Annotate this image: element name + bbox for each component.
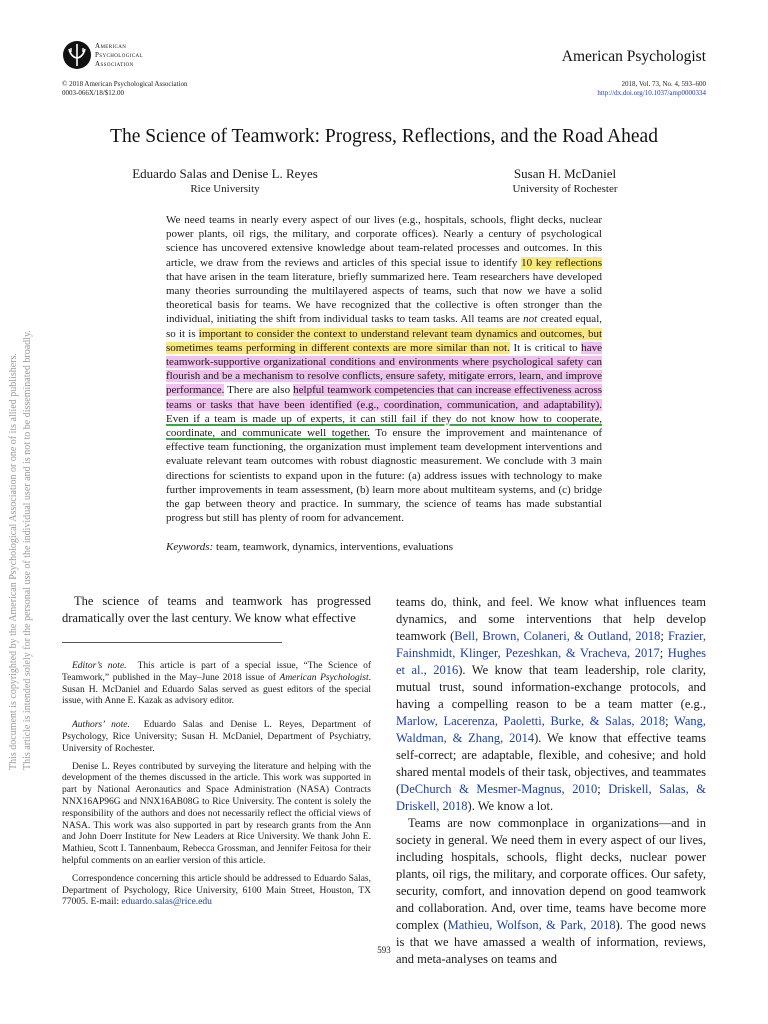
email-link[interactable]: eduardo.salas@rice.edu <box>121 897 212 908</box>
citation-link[interactable]: Frazier, Fainshmidt, Klinger, Pezeshkan, & Vracheva, 2017 <box>396 629 706 660</box>
article-title: The Science of Teamwork: Progress, Reflections, and the Road Ahead <box>110 126 658 147</box>
body-text: ; <box>665 714 675 728</box>
body-paragraph <box>396 594 706 815</box>
underline-green: Even if a team is made up of experts, it can still fail if they do not know how to cooperate, coordinate, and communicate well together. <box>166 412 602 440</box>
affiliation-left: Rice University <box>190 183 260 195</box>
citation-link[interactable]: DeChurch & Mesmer-Magnus, 2010 <box>400 782 598 796</box>
abstract-text: To ensure the improvement and maintenance of effective team functioning, the organization must implement team development interventions and evaluate relevant team outcomes with robust diagnostic measurement. We conclude with 3 main directions for scientists to expand upon in the future: (a) address issues with technology to make further improvements in team assessment, (b) learn more about multiteam systems, and (c) bridge the gap between theory and practice. In summary, the science of teams has made substantial progress but still has plenty of room for advancement. <box>166 427 602 525</box>
abstract-text: that have arisen in the team literature, briefly summarized here. Team researchers have developed many theories surrounding the multilayered aspects of teams, such that now we have a solid theoretical basis for teams. We have recognized that the collective is often stronger than the individual, initiating the shift from individual tasks to team tasks. All teams are <box>166 270 602 326</box>
editors-note-text: This article is part of a special issue, “The Science of Teamwork,” published in the May–June 2018 issue of <box>62 661 372 683</box>
copyright-line: © 2018 American Psychological Association <box>62 80 188 88</box>
publisher-name: American Psychological Association <box>95 42 143 68</box>
body-text: ). We know that effective teams self-correct; are adaptable, flexible, and cohesive; and hold shared mental models of their task, objectives, and teammates ( <box>396 731 706 796</box>
body-text: Teams are now commonplace in organizations—and in society in general. We need them in every aspect of our lives, including hospitals, schools, flight decks, nuclear power plants, oil rigs, the military, and corporate offices. Our safety, security, comfort, and innovation depend on good teamwork and collaboration. And, over time, teams have become more complex ( <box>396 816 706 932</box>
author-names-left: Eduardo Salas and Denise L. Reyes <box>132 166 318 181</box>
citation-link[interactable]: Mathieu, Wolfson, & Park, 2018 <box>447 918 616 932</box>
body-column-left <box>62 593 371 626</box>
citation-link[interactable]: Wang, Waldman, & Zhang, 2014 <box>396 714 707 745</box>
side-copyright-notice <box>4 270 42 770</box>
editors-note-text: . Susan H. McDaniel and Eduardo Salas served as guest editors of the special issue, with Anne E. Kazak as advisory editor. <box>62 672 371 707</box>
citation-info <box>597 80 706 97</box>
abstract <box>166 213 602 525</box>
journal-name: American Psychologist <box>561 48 706 65</box>
citation-link[interactable]: Marlow, Lacerenza, Paoletti, Burke, & Salas, 2018 <box>396 714 666 728</box>
apa-seal-icon <box>62 40 92 70</box>
highlight-yellow: 10 key reflections <box>521 256 602 269</box>
abstract-text: It is critical to <box>509 341 582 354</box>
volume-line: 2018, Vol. 73, No. 4, 593–600 <box>621 80 706 88</box>
body-text: ). We know that team leadership, role clarity, mutual trust, sound information-exchange protocols, and having a compelling reason to be a team matter (e.g., <box>396 663 707 711</box>
body-text: teams do, think, and feel. We know what influences team dynamics, and some interventions that help develop teamwork ( <box>396 595 706 643</box>
citation-link[interactable]: Hughes et al., 2016 <box>396 646 706 677</box>
contribution-note: Denise L. Reyes contributed by surveying the literature and helping with the development of the themes discussed in the article. This work was supported in part by National Aeronautics and Space Administration (NASA) Contracts NNX16AP96G and NNX16AB08G to Rice University. The content is solely the responsibility of the authors and does not necessarily reflect the official views of NASA. This work was also supported in part by research grants from the Ann and John Doerr Institute for New Leaders at Rice University. We thank John E. Mathieu, Scott I. Tannenbaum, Rebecca Grossman, and Jennifer Feitosa for their helpful comments on an earlier version of this article. <box>62 761 371 866</box>
affiliation-right: University of Rochester <box>512 183 618 195</box>
highlight-yellow: important to consider the context to understand relevant team dynamics and outcomes, but sometimes teams performing in different contexts are more similar than not. <box>166 327 602 354</box>
footnote-divider <box>62 642 282 643</box>
highlight-pink: helpful teamwork competencies that can increase effectiveness across teams or tasks that have been identified (e.g., coordination, communication, and adaptability). <box>166 384 602 411</box>
authors-note-text: Eduardo Salas and Denise L. Reyes, Department of Psychology, Rice University; Susan H. McDaniel, Department of Psychiatry, University of Rochester. <box>62 720 372 754</box>
citation-link[interactable]: Driskell, Salas, & Driskell, 2018 <box>396 782 706 813</box>
body-text: ). We know a lot. <box>467 799 554 813</box>
abstract-text: created equal, so it is <box>166 313 602 340</box>
keywords <box>166 541 602 553</box>
author-block-left <box>108 166 342 195</box>
footnotes <box>62 661 371 915</box>
body-text: ; <box>660 629 668 643</box>
authors-note <box>62 720 371 755</box>
body-text: ; <box>659 646 668 660</box>
author-names-right: Susan H. McDaniel <box>513 166 617 181</box>
authors-note-label: Authors’ note. <box>72 720 130 731</box>
abstract-text: There are also <box>224 384 294 397</box>
body-text: ; <box>597 782 609 796</box>
issn-price-line: 0003-066X/18/$12.00 <box>62 88 125 97</box>
apa-logo <box>62 40 202 72</box>
abstract-text: We need teams in nearly every aspect of our lives (e.g., hospitals, schools, flight decks, nuclear power plants, oil rigs, the military, and corporate offices). Nearly a century of psychological science has uncovered extensive knowledge about team-related processes and outcomes. In this article, we draw from the reviews and articles of this special issue to identify <box>166 214 602 269</box>
side-notice-line-1: This document is copyrighted by the American Psychological Association or one of its allied publishers. <box>8 353 19 770</box>
author-block-right <box>470 166 660 195</box>
body-column-right <box>396 594 706 968</box>
doi-link[interactable]: http://dx.doi.org/10.1037/amp0000334 <box>597 88 706 97</box>
correspondence-text: Correspondence concerning this article should be addressed to Eduardo Salas, Department of Psychology, Rice University, 6100 Main Street, Houston, TX 77005. E-mail: <box>62 873 371 908</box>
side-notice-line-2: This article is intended solely for the personal use of the individual user and is not to be disseminated broadly. <box>22 330 33 770</box>
emphasis-text: not <box>523 313 538 326</box>
keywords-label: Keywords: <box>166 541 214 553</box>
keywords-list: team, teamwork, dynamics, interventions, evaluations <box>216 541 454 553</box>
copyright-info <box>62 80 187 97</box>
correspondence-note <box>62 874 371 909</box>
citation-link[interactable]: Bell, Brown, Colaneri, & Outland, 2018 <box>454 629 661 643</box>
body-text: ). The good news is that we have amassed a wealth of information, reviews, and meta-analyses on teams and <box>396 918 706 966</box>
page-number: 593 <box>377 945 391 955</box>
highlight-pink: have teamwork-supportive organizational conditions and environments where psychological safety can flourish and be a mechanism to resolve conflicts, ensure safety, mitigate errors, learn, and improve performance. <box>166 341 602 397</box>
editors-note-label: Editor’s note. <box>72 661 127 671</box>
journal-italic: American Psychologist <box>279 672 369 683</box>
editors-note <box>62 661 371 708</box>
body-paragraph: The science of teams and teamwork has progressed dramatically over the last century. We know what effective <box>62 594 371 625</box>
